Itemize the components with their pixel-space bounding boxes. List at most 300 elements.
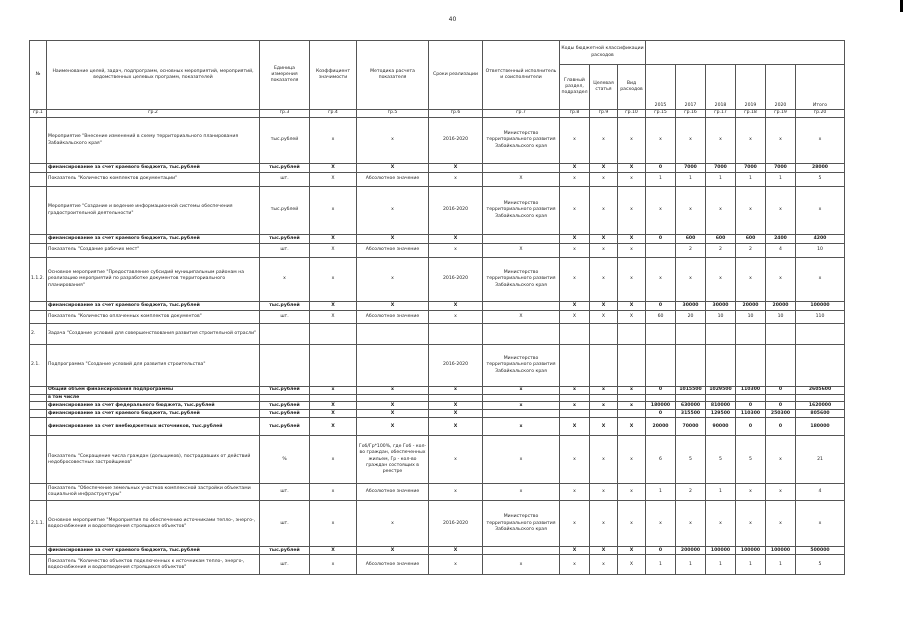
row-year-2019 <box>736 395 766 402</box>
row-year-2018: х <box>706 501 736 547</box>
row-year-2019: 5 <box>736 436 766 484</box>
row-unit: тыс.рублей <box>260 235 310 244</box>
row-section-code: Х <box>560 418 590 436</box>
row-expense-type: х <box>618 118 646 164</box>
row-year-2018: 30000 <box>706 302 736 311</box>
row-total <box>796 345 845 387</box>
row-year-2018: 1 <box>706 173 736 187</box>
row-year-2018: 1 <box>706 484 736 501</box>
row-number: 2.1.1. <box>30 501 47 547</box>
row-year-2020 <box>766 345 796 387</box>
row-unit: тыс.рублей <box>260 402 310 410</box>
group-label: гр.18 <box>736 110 766 118</box>
row-executor: х <box>483 418 560 436</box>
row-name: Показатель "Количество оплаченных комплектов документов" <box>47 311 260 324</box>
row-number <box>30 302 47 311</box>
row-target-article: Х <box>590 302 618 311</box>
row-name: в том числе <box>47 395 260 402</box>
row-year-2017: 5 <box>676 436 706 484</box>
header-executor: Ответственный исполнитель и соисполнители <box>483 41 560 110</box>
row-year-2015: 0 <box>646 547 676 555</box>
row-year-2018: 100000 <box>706 547 736 555</box>
row-section-code <box>560 395 590 402</box>
row-executor: Х <box>483 244 560 258</box>
row-year-2017: х <box>676 258 706 302</box>
row-name: Основное мероприятие "Предоставление субсидий муниципальным районам на реализацию мероприятий по разработке документов территориального планирования" <box>47 258 260 302</box>
row-year-2017: 2 <box>676 244 706 258</box>
row-year-2017: 20 <box>676 311 706 324</box>
row-section-code: х <box>560 402 590 410</box>
row-term: х <box>429 387 483 395</box>
row-section-code: х <box>560 484 590 501</box>
row-coefficient <box>310 395 357 402</box>
row-total: х <box>796 118 845 164</box>
row-year-2017: 200000 <box>676 547 706 555</box>
row-target-article <box>590 395 618 402</box>
row-unit: тыс.рублей <box>260 302 310 311</box>
row-coefficient: х <box>310 387 357 395</box>
row-target-article: Х <box>590 418 618 436</box>
row-name: финансирование за счет краевого бюджета, тыс.рублей <box>47 410 260 418</box>
header-years-blank <box>646 41 845 65</box>
row-number: 2.1. <box>30 345 47 387</box>
header-year: 2020 <box>766 65 796 110</box>
row-year-2015: 180000 <box>646 402 676 410</box>
row-year-2018: 90000 <box>706 418 736 436</box>
row-method: Х <box>357 410 429 418</box>
row-term: Х <box>429 410 483 418</box>
table-row <box>30 258 845 302</box>
row-year-2015: х <box>646 258 676 302</box>
row-total <box>796 324 845 345</box>
row-year-2018 <box>706 345 736 387</box>
row-executor: Х <box>483 173 560 187</box>
row-coefficient <box>310 345 357 387</box>
row-term: Х <box>429 418 483 436</box>
row-term: Х <box>429 235 483 244</box>
row-year-2019 <box>736 324 766 345</box>
row-expense-type <box>618 324 646 345</box>
header-no: № <box>30 41 47 110</box>
row-year-2020: 0 <box>766 418 796 436</box>
row-number <box>30 547 47 555</box>
table-row <box>30 118 845 164</box>
row-method: Абсолютное значение <box>357 173 429 187</box>
group-label: гр.10 <box>618 110 646 118</box>
row-method: Абсолютное значение <box>357 555 429 575</box>
row-term: 2016-2020 <box>429 118 483 164</box>
row-unit <box>260 345 310 387</box>
row-year-2020: х <box>766 501 796 547</box>
row-term: х <box>429 484 483 501</box>
row-coefficient: Х <box>310 173 357 187</box>
row-target-article: х <box>590 244 618 258</box>
row-target-article: х <box>590 402 618 410</box>
header-term: Сроки реализации <box>429 41 483 110</box>
row-year-2020: 100000 <box>766 547 796 555</box>
row-executor: Министерство территориального развития Забайкальского края <box>483 501 560 547</box>
group-label: гр.16 <box>676 110 706 118</box>
row-year-2019: х <box>736 484 766 501</box>
row-method: Х <box>357 547 429 555</box>
row-name: Показатель "Обеспечение земельных участков комплексной застройки объектами социальной инфраструктуры" <box>47 484 260 501</box>
row-unit <box>260 324 310 345</box>
row-method <box>357 345 429 387</box>
table-row <box>30 311 845 324</box>
row-name: Мероприятие "Создание и ведение информационной системы обеспечения градостроительной деятельности" <box>47 187 260 235</box>
table-row <box>30 402 845 410</box>
row-year-2017: 2 <box>676 484 706 501</box>
row-number: 1.1.2. <box>30 258 47 302</box>
row-executor: Министерство территориального развития Забайкальского края <box>483 187 560 235</box>
row-target-article: х <box>590 173 618 187</box>
row-name: финансирование за счет федерального бюджета, тыс.рублей <box>47 402 260 410</box>
row-year-2020: 7000 <box>766 164 796 173</box>
table-row <box>30 235 845 244</box>
header-budget-codes: Коды бюджетной классификации расходов <box>560 41 646 65</box>
row-year-2018: 810000 <box>706 402 736 410</box>
row-unit <box>260 395 310 402</box>
row-year-2018: 7000 <box>706 164 736 173</box>
row-year-2019: х <box>736 187 766 235</box>
row-method: х <box>357 187 429 235</box>
table-row <box>30 345 845 387</box>
row-year-2015: 6 <box>646 436 676 484</box>
row-executor: х <box>483 484 560 501</box>
row-expense-type: х <box>618 173 646 187</box>
row-year-2015 <box>646 244 676 258</box>
row-year-2015: 1 <box>646 173 676 187</box>
row-executor <box>483 324 560 345</box>
row-name: финансирование за счет краевого бюджета, тыс.рублей <box>47 164 260 173</box>
row-executor: Министерство территориального развития Забайкальского края <box>483 118 560 164</box>
row-executor: х <box>483 555 560 575</box>
row-executor: Министерство территориального развития Забайкальского края <box>483 345 560 387</box>
row-name: Показатель "Создание рабочих мест" <box>47 244 260 258</box>
row-year-2018: 5 <box>706 436 736 484</box>
row-total: 100000 <box>796 302 845 311</box>
row-year-2019: 2 <box>736 244 766 258</box>
row-total: 4 <box>796 484 845 501</box>
row-year-2017: 1 <box>676 555 706 575</box>
row-section-code: х <box>560 173 590 187</box>
group-number-row <box>30 110 845 118</box>
row-method: Гоб/Гр*100%, где Гоб - кол-во граждан, обеспеченных жильем, Гр - кол-во граждан состоящих в реестре <box>357 436 429 484</box>
row-year-2015: 0 <box>646 302 676 311</box>
row-method: Абсолютное значение <box>357 311 429 324</box>
row-year-2015: 0 <box>646 235 676 244</box>
row-name: Общий объем финансирования подпрограммы <box>47 387 260 395</box>
row-expense-type: х <box>618 436 646 484</box>
row-year-2020: 1 <box>766 555 796 575</box>
row-section-code: х <box>560 555 590 575</box>
row-total: 1620000 <box>796 402 845 410</box>
page-number: 40 <box>448 16 457 23</box>
table-row <box>30 302 845 311</box>
table-row <box>30 484 845 501</box>
row-number <box>30 436 47 484</box>
row-year-2020 <box>766 324 796 345</box>
row-coefficient: х <box>310 118 357 164</box>
row-total: х <box>796 187 845 235</box>
row-method: Абсолютное значение <box>357 244 429 258</box>
row-number <box>30 395 47 402</box>
row-year-2018: 2 <box>706 244 736 258</box>
group-label: гр.1 <box>30 110 47 118</box>
row-coefficient: Х <box>310 164 357 173</box>
row-section-code: х <box>560 436 590 484</box>
row-unit: шт. <box>260 501 310 547</box>
row-target-article: Х <box>590 164 618 173</box>
row-target-article: х <box>590 118 618 164</box>
row-method: Х <box>357 402 429 410</box>
row-expense-type: Х <box>618 302 646 311</box>
row-target-article: Х <box>590 311 618 324</box>
row-section-code: х <box>560 501 590 547</box>
row-term: Х <box>429 547 483 555</box>
row-term: Х <box>429 402 483 410</box>
row-year-2017: 630000 <box>676 402 706 410</box>
header-expense-type: Вид расходов <box>618 65 646 110</box>
row-year-2017 <box>676 324 706 345</box>
row-executor: х <box>483 402 560 410</box>
row-total: 2605600 <box>796 387 845 395</box>
row-year-2019: х <box>736 118 766 164</box>
row-year-2015 <box>646 324 676 345</box>
row-year-2015 <box>646 395 676 402</box>
row-coefficient: х <box>310 555 357 575</box>
row-expense-type: х <box>618 402 646 410</box>
row-section-code: Х <box>560 302 590 311</box>
group-label: гр.4 <box>310 110 357 118</box>
row-year-2015: 0 <box>646 164 676 173</box>
row-year-2017: 1 <box>676 173 706 187</box>
group-label: гр.5 <box>357 110 429 118</box>
row-executor <box>483 410 560 418</box>
row-number <box>30 173 47 187</box>
row-year-2017: 600 <box>676 235 706 244</box>
row-number <box>30 118 47 164</box>
row-name: Подпрограмма "Создание условий для развития строительства" <box>47 345 260 387</box>
row-number <box>30 484 47 501</box>
row-number <box>30 187 47 235</box>
row-unit: тыс.рублей <box>260 164 310 173</box>
row-expense-type <box>618 410 646 418</box>
row-year-2019: 10 <box>736 311 766 324</box>
row-year-2019: х <box>736 501 766 547</box>
row-year-2018 <box>706 395 736 402</box>
row-year-2015: 20000 <box>646 418 676 436</box>
table-row <box>30 164 845 173</box>
row-year-2019: 0 <box>736 418 766 436</box>
row-expense-type: х <box>618 258 646 302</box>
row-method: Х <box>357 164 429 173</box>
row-year-2017: 315500 <box>676 410 706 418</box>
row-target-article: х <box>590 187 618 235</box>
row-coefficient: Х <box>310 235 357 244</box>
row-unit: тыс.рублей <box>260 410 310 418</box>
header-year: 2019 <box>736 65 766 110</box>
row-term: х <box>429 311 483 324</box>
row-year-2015: 1 <box>646 555 676 575</box>
row-expense-type: х <box>618 484 646 501</box>
table-row <box>30 173 845 187</box>
row-term: х <box>429 555 483 575</box>
row-method: х <box>357 118 429 164</box>
row-unit: тыс.рублей <box>260 547 310 555</box>
row-section-code: Х <box>560 164 590 173</box>
row-term <box>429 324 483 345</box>
row-term: 2016-2020 <box>429 345 483 387</box>
program-table <box>29 40 845 575</box>
row-total: х <box>796 258 845 302</box>
row-year-2020: 0 <box>766 387 796 395</box>
row-coefficient: Х <box>310 410 357 418</box>
row-expense-type: Х <box>618 235 646 244</box>
row-method <box>357 395 429 402</box>
row-method: х <box>357 258 429 302</box>
row-section-code: Х <box>560 235 590 244</box>
row-method: Х <box>357 418 429 436</box>
row-year-2019: 100000 <box>736 547 766 555</box>
row-number <box>30 311 47 324</box>
row-target-article: Х <box>590 235 618 244</box>
row-expense-type: х <box>618 187 646 235</box>
row-target-article: х <box>590 555 618 575</box>
group-label: гр.17 <box>706 110 736 118</box>
row-year-2018: 10 <box>706 311 736 324</box>
header-method: Методика расчета показателя <box>357 41 429 110</box>
row-section-code: х <box>560 244 590 258</box>
row-section-code: Х <box>560 547 590 555</box>
header-year: 2017 <box>676 65 706 110</box>
table-row <box>30 387 845 395</box>
row-method: х <box>357 387 429 395</box>
table-row <box>30 547 845 555</box>
table-row <box>30 395 845 402</box>
corner-mark <box>900 0 903 12</box>
row-year-2020: х <box>766 187 796 235</box>
row-year-2015: 0 <box>646 410 676 418</box>
row-number <box>30 235 47 244</box>
row-unit: тыс.рублей <box>260 187 310 235</box>
row-target-article <box>590 410 618 418</box>
row-number: 2. <box>30 324 47 345</box>
header-name: Наименование целей, задач, подпрограмм, основных мероприятий, мероприятий, ведомственных целевых программ, показателей <box>47 41 260 110</box>
row-unit: % <box>260 436 310 484</box>
group-label: гр.15 <box>646 110 676 118</box>
row-term: Х <box>429 302 483 311</box>
row-year-2018: 1 <box>706 555 736 575</box>
row-section-code: Х <box>560 311 590 324</box>
header-coef: Коэффициент значимости <box>310 41 357 110</box>
row-term: х <box>429 173 483 187</box>
row-year-2018 <box>706 324 736 345</box>
row-name: финансирование за счет краевого бюджета, тыс.рублей <box>47 235 260 244</box>
row-method: Х <box>357 235 429 244</box>
row-expense-type: Х <box>618 418 646 436</box>
table-row <box>30 418 845 436</box>
row-name: Задача "Создание условий для совершенствования развития строительной отрасли" <box>47 324 260 345</box>
header-year: 2018 <box>706 65 736 110</box>
row-year-2017 <box>676 345 706 387</box>
row-year-2015: 60 <box>646 311 676 324</box>
row-total: 5 <box>796 173 845 187</box>
header-section: Главный раздел, подраздел <box>560 65 590 110</box>
row-year-2020: 20000 <box>766 302 796 311</box>
group-label: гр.7 <box>483 110 560 118</box>
row-expense-type: х <box>618 387 646 395</box>
row-total: 5 <box>796 555 845 575</box>
row-section-code: х <box>560 187 590 235</box>
program-table-sheet <box>29 40 844 575</box>
group-label: гр.9 <box>590 110 618 118</box>
row-year-2017: х <box>676 187 706 235</box>
row-year-2018: х <box>706 187 736 235</box>
table-body <box>30 118 845 575</box>
row-term: 2016-2020 <box>429 258 483 302</box>
row-total: 110 <box>796 311 845 324</box>
row-coefficient: Х <box>310 547 357 555</box>
row-total <box>796 395 845 402</box>
row-expense-type <box>618 395 646 402</box>
row-total: 4200 <box>796 235 845 244</box>
row-section-code <box>560 324 590 345</box>
row-expense-type: Х <box>618 164 646 173</box>
row-year-2017: 7000 <box>676 164 706 173</box>
row-target-article: Х <box>590 547 618 555</box>
row-number <box>30 555 47 575</box>
row-year-2020: 2400 <box>766 235 796 244</box>
row-name: Показатель "Количество объектов подключенных к источникам тепло-, энерго-, водоснабжения и водоотведения строящихся объектов" <box>47 555 260 575</box>
row-unit: тыс.рублей <box>260 418 310 436</box>
group-label: гр.20 <box>796 110 845 118</box>
row-year-2018: х <box>706 118 736 164</box>
row-section-code <box>560 345 590 387</box>
row-year-2015: 1 <box>646 484 676 501</box>
row-number <box>30 418 47 436</box>
row-year-2017: 1015500 <box>676 387 706 395</box>
row-total: 180000 <box>796 418 845 436</box>
row-expense-type: Х <box>618 311 646 324</box>
row-executor: х <box>483 387 560 395</box>
row-target-article <box>590 324 618 345</box>
header-target-article: Целевая статья <box>590 65 618 110</box>
row-year-2019: 0 <box>736 402 766 410</box>
row-name: финансирование за счет внебюджетных источников, тыс.рублей <box>47 418 260 436</box>
row-executor: Х <box>483 311 560 324</box>
row-year-2018: 600 <box>706 235 736 244</box>
table-row <box>30 555 845 575</box>
row-number <box>30 244 47 258</box>
row-executor: х <box>483 436 560 484</box>
row-method: Х <box>357 302 429 311</box>
table-row <box>30 244 845 258</box>
row-year-2017: х <box>676 118 706 164</box>
group-label: гр.8 <box>560 110 590 118</box>
row-method: х <box>357 501 429 547</box>
row-year-2015: х <box>646 187 676 235</box>
row-unit: шт. <box>260 311 310 324</box>
table-row <box>30 187 845 235</box>
row-target-article: х <box>590 387 618 395</box>
row-expense-type: Х <box>618 555 646 575</box>
row-unit: х <box>260 258 310 302</box>
row-expense-type <box>618 345 646 387</box>
row-unit: тыс.рублей <box>260 118 310 164</box>
row-year-2020: 4 <box>766 244 796 258</box>
row-year-2019: 7000 <box>736 164 766 173</box>
